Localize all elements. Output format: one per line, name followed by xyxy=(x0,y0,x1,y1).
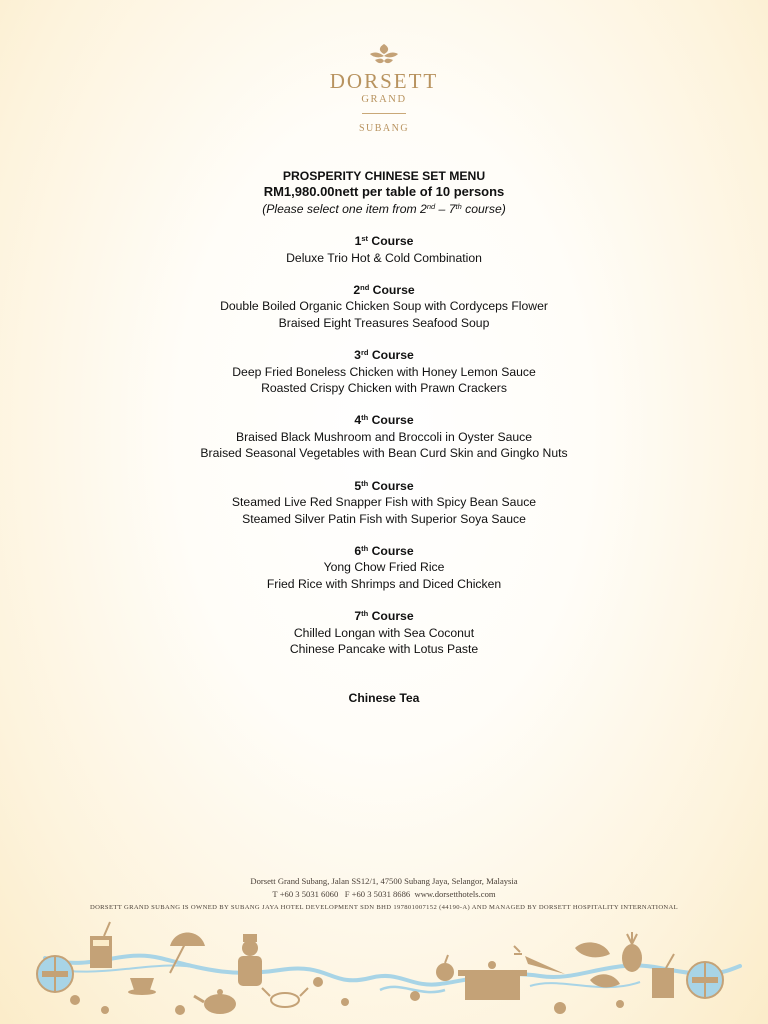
brand-name: DORSETT xyxy=(329,69,439,93)
lotus-emblem-icon xyxy=(364,42,404,66)
course-item: Roasted Crispy Chicken with Prawn Crackers xyxy=(261,381,507,396)
tel-number: +60 3 5031 6060 xyxy=(279,889,339,899)
lantern-icon xyxy=(687,962,723,998)
course-heading: 1st Course xyxy=(354,234,414,249)
course-4 xyxy=(0,412,768,461)
course-item: Double Boiled Organic Chicken Soup with Cordyceps Flower xyxy=(220,299,548,314)
course-heading: 7th Course xyxy=(354,609,414,624)
fax-number: +60 3 5031 8686 xyxy=(351,889,411,899)
course-item: Yong Chow Fried Rice xyxy=(323,560,445,575)
brand-subtitle: GRAND xyxy=(361,94,407,105)
chef-icon xyxy=(238,934,262,986)
course-5 xyxy=(0,478,768,527)
course-1 xyxy=(0,233,768,266)
course-heading: 5th Course xyxy=(354,478,414,493)
course-heading: 4th Course xyxy=(354,413,414,428)
hotel-logo xyxy=(0,42,768,134)
course-item: Braised Seasonal Vegetables with Bean Curd Skin and Gingko Nuts xyxy=(200,446,568,461)
course-item: Braised Eight Treasures Seafood Soup xyxy=(278,315,490,330)
pineapple-icon xyxy=(622,932,642,972)
tel-label: T xyxy=(272,889,278,899)
drink-icon xyxy=(90,922,112,968)
course-item: Fried Rice with Shrimps and Diced Chicken xyxy=(266,576,502,591)
course-3 xyxy=(0,347,768,396)
course-heading: 3rd Course xyxy=(354,348,414,363)
set-menu xyxy=(0,168,768,707)
menu-title: PROSPERITY CHINESE SET MENU xyxy=(282,169,486,183)
website-link[interactable]: www.dorsetthotels.com xyxy=(414,889,496,899)
course-item: Deluxe Trio Hot & Cold Combination xyxy=(286,250,482,265)
footer xyxy=(0,875,768,915)
logo-divider xyxy=(362,113,406,114)
drink-icon xyxy=(652,954,674,998)
footer-contact xyxy=(0,888,768,901)
teapot-icon xyxy=(194,989,236,1014)
menu-price: RM1,980.00nett per table of 10 persons xyxy=(263,184,505,200)
fax-label: F xyxy=(344,889,350,899)
course-6 xyxy=(0,543,768,592)
course-item: Steamed Live Red Snapper Fish with Spicy Bean Sauce xyxy=(231,495,537,510)
fruit-icon xyxy=(436,955,454,981)
course-item: Braised Black Mushroom and Broccoli in Oyster Sauce xyxy=(235,429,532,444)
course-heading: 2nd Course xyxy=(353,283,415,298)
course-7 xyxy=(0,608,768,657)
lobster-icon xyxy=(262,988,308,1007)
course-item: Steamed Silver Patin Fish with Superior Soya Sauce xyxy=(242,511,526,526)
teacup-icon xyxy=(128,978,156,995)
course-heading: 6th Course xyxy=(354,543,414,558)
lantern-icon xyxy=(37,956,73,992)
menu-instruction: (Please select one item from 2nd – 7th course) xyxy=(262,201,506,216)
course-item: Chinese Pancake with Lotus Paste xyxy=(289,641,479,656)
footer-address: Dorsett Grand Subang, Jalan SS12/1, 47500 Subang Jaya, Selangor, Malaysia xyxy=(250,876,518,886)
carrot-icon xyxy=(514,946,565,974)
menu-closing: Chinese Tea xyxy=(348,691,420,706)
footer-ownership: DORSETT GRAND SUBANG IS OWNED BY SUBANG JAYA HOTEL DEVELOPMENT SDN BHD 197801007152 (44190-A) AND MANAGED BY DORSETT HOSPITALITY INTERNATIONAL xyxy=(89,904,679,911)
pot-icon xyxy=(458,961,527,1000)
course-item: Chilled Longan with Sea Coconut xyxy=(293,625,475,640)
leaf-icon xyxy=(575,942,620,987)
brand-location: SUBANG xyxy=(358,123,410,134)
food-illustration-border xyxy=(0,918,768,1024)
course-item: Deep Fried Boneless Chicken with Honey Lemon Sauce xyxy=(232,364,536,379)
course-2 xyxy=(0,282,768,331)
